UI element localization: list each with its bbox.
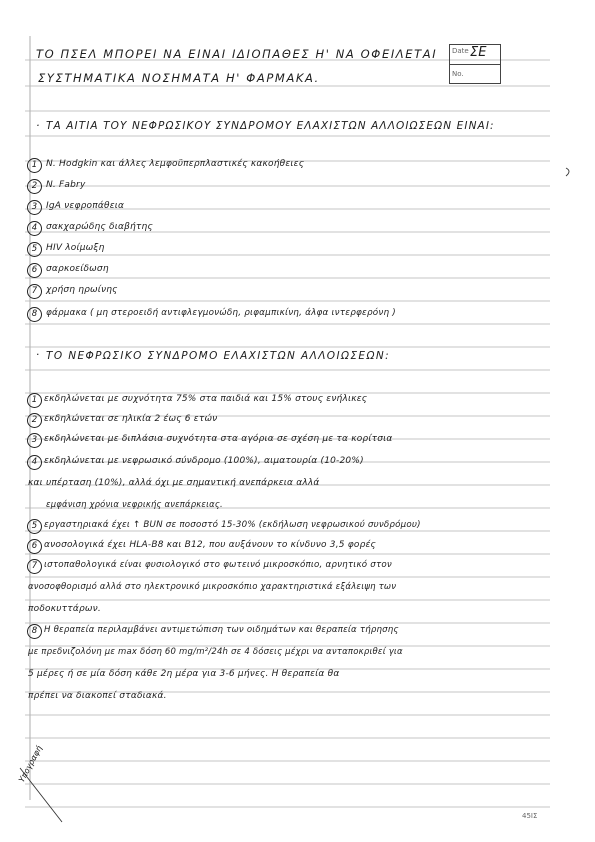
section2-item-line: εκδηλώνεται με νεφρωσικό σύνδρομο (100%), αιματουρία (10-20%) [44, 456, 364, 466]
section2-item-number: 7 [27, 559, 42, 574]
section1-item-number: 5 [27, 242, 42, 257]
section1-item-number: 1 [27, 158, 42, 173]
section2-item-line: ανοσοφθορισμό αλλά στο ηλεκτρονικό μικροσκόπιο χαρακτηριστικά εξάλειψη των [28, 582, 397, 592]
section2-item-line: εκδηλώνεται με διπλάσια συχνότητα στα αγόρια σε σχέση με τα κορίτσια [44, 434, 393, 444]
section1-item: HIV λοίμωξη [46, 243, 105, 253]
section2-item-line: πρέπει να διακοπεί σταδιακά. [28, 691, 167, 701]
section2-item-line: ιστοπαθολογικά είναι φυσιολογικό στο φωτεινό μικροσκόπιο, αρνητικό στον [44, 560, 392, 570]
date-label: Date [452, 47, 469, 55]
section2-item-number: 4 [27, 455, 42, 470]
section1-item: χρήση ηρωίνης [46, 285, 118, 295]
section2-item-number: 2 [27, 413, 42, 428]
section1-item-number: 3 [27, 200, 42, 215]
footer-mark: 45ΙΣ [522, 812, 538, 820]
section2-item-number: 5 [27, 519, 42, 534]
section1-item: IgA νεφροπάθεια [46, 201, 125, 211]
margin-note: Υπογραφή [17, 744, 44, 784]
section2-item-line: με πρεδνιζολόνη με max δόση 60 mg/m²/24h σε 4 δόσεις μέχρι να ανταποκριθεί για [28, 647, 403, 657]
section1-item: σαρκοείδωση [46, 264, 109, 274]
section1-item: Ν. Fabry [46, 180, 86, 190]
section2-bullet: · [36, 348, 40, 361]
section1-bullet: · [36, 119, 40, 132]
section2-item-line: 5 μέρες ή σε μία δόση κάθε 2η μέρα για 3-6 μήνες. Η θεραπεία θα [28, 669, 340, 679]
date-value: ΣΕ [470, 45, 487, 60]
section2-item-number: 1 [27, 393, 42, 408]
section1-item-number: 4 [27, 221, 42, 236]
section1-item: σακχαρώδης διαβήτης [46, 222, 153, 232]
section2-item-line: και υπέρταση (10%), αλλά όχι με σημαντική ανεπάρκεια αλλά [28, 478, 320, 488]
header-line-1: ΤΟ ΠΣΕΛ ΜΠΟΡΕΙ ΝΑ ΕΙΝΑΙ ΙΔΙΟΠΑΘΕΣ Η' ΝΑ ΟΦΕΙΛΕΤΑΙ [36, 47, 438, 61]
section1-item-number: 2 [27, 179, 42, 194]
section2-item-line: εκδηλώνεται με συχνότητα 75% στα παιδιά και 15% στους ενήλικες [44, 394, 368, 404]
header-line-2: ΣΥΣΤΗΜΑΤΙΚΑ ΝΟΣΗΜΑΤΑ Η' ΦΑΡΜΑΚΑ. [38, 71, 320, 85]
section2-item-line: εμφάνιση χρόνια νεφρικής ανεπάρκειας. [46, 499, 223, 509]
section2-item-line: ποδοκυττάρων. [28, 604, 101, 614]
section2-item-line: ανοσολογικά έχει HLA-B8 και B12, που αυξάνουν το κίνδυνο 3,5 φορές [44, 540, 377, 550]
section2-item-number: 8 [27, 624, 42, 639]
section1-item-number: 7 [27, 284, 42, 299]
section1-item: Ν. Hodgkin και άλλες λεμφοϋπερπλαστικές κακοήθειες [46, 159, 305, 169]
section2-heading: ΤΟ ΝΕΦΡΩΣΙΚΟ ΣΥΝΔΡΟΜΟ ΕΛΑΧΙΣΤΩΝ ΑΛΛΟΙΩΣΕΩΝ: [46, 350, 391, 362]
section1-item-number: 8 [27, 307, 42, 322]
section1-heading: ΤΑ ΑΙΤΙΑ ΤΟΥ ΝΕΦΡΩΣΙΚΟΥ ΣΥΝΔΡΟΜΟΥ ΕΛΑΧΙΣΤΩΝ ΑΛΛΟΙΩΣΕΩΝ ΕΙΝΑΙ: [46, 120, 495, 132]
section2-item-line: εργαστηριακά έχει ↑ BUN σε ποσοστό 15-30% (εκδήλωση νεφρωσικού συνδρόμου) [44, 520, 421, 530]
section1-item-number: 6 [27, 263, 42, 278]
number-label: No. [452, 70, 464, 78]
section2-item-number: 3 [27, 433, 42, 448]
section2-item-number: 6 [27, 539, 42, 554]
section2-item-line: Η θεραπεία περιλαμβάνει αντιμετώπιση των οιδημάτων και θεραπεία τήρησης [44, 625, 399, 635]
section1-item: φάρμακα ( μη στεροειδή αντιφλεγμονώδη, ριφαμπικίνη, άλφα ιντερφερόνη ) [46, 308, 396, 318]
section2-item-line: εκδηλώνεται σε ηλικία 2 έως 6 ετών [44, 414, 218, 424]
